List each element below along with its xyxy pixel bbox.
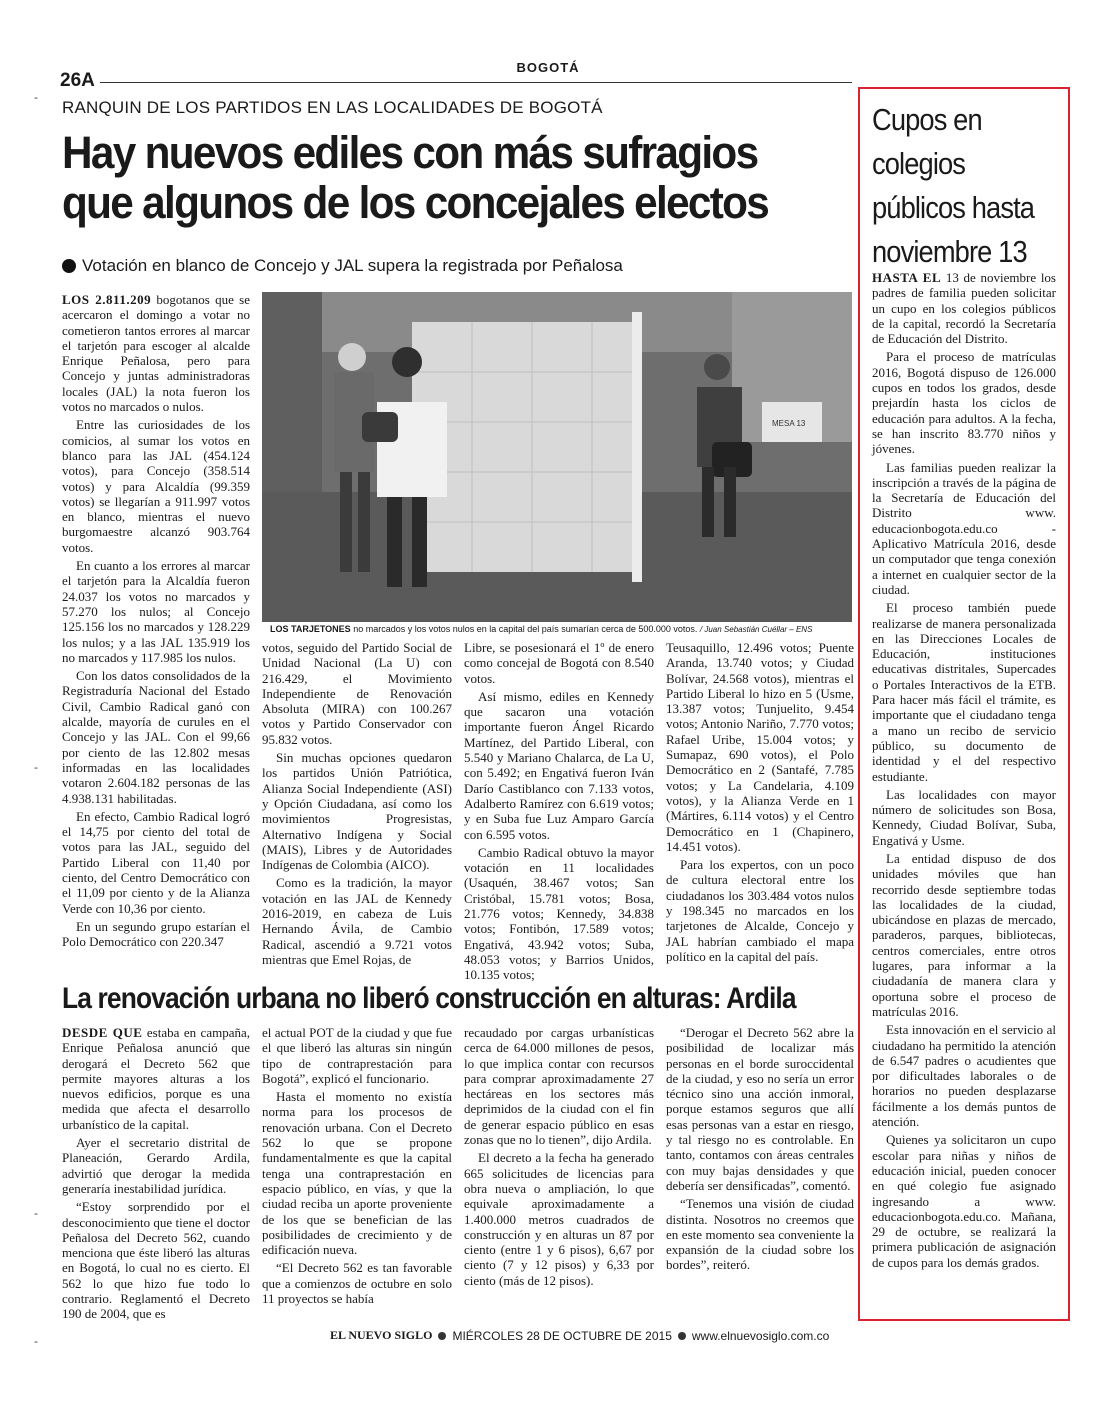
page-footer [330,1328,829,1343]
paragraph: El proceso también puede realizarse de manera personalizada en las Direcciones Locales de Educación, instituciones educativas distritales, Supercades o Portales Interactivos de la ETB. Para hacer más fácil el trámite, es importante que el ciudadano tenga a mano un recibo de servicio público, su documento de identidad y el del respectivo estudiante. [872,600,1056,784]
second-column-4 [666,1025,854,1276]
lead-in: LOS 2.811.209 [62,292,152,307]
header-rule [100,82,852,83]
margin-mark: - [34,760,38,774]
paragraph: Quienes ya solicitaron un cupo escolar para niñas y niños de educación inicial, pueden conocer en qué colegio fue asignado ingresando a www. educacionbogota.edu.co. Mañana, 29 de octubre, se realizará la primera publicación de asignación de cupos para los demás grados. [872,1132,1056,1270]
footer-url[interactable]: www.elnuevosiglo.com.co [691,1328,830,1343]
page-number: 26A [60,70,95,91]
paragraph: Ayer el secretario distrital de Planeación, Gerardo Ardila, advirtió que derogar la medida generaría inestabilidad jurídica. [62,1135,250,1196]
main-column-3 [464,640,654,986]
paragraph: Para los expertos, con un poco de cultura electoral entre los ciudadanos los 303.484 votos nulos y 198.345 no marcados en los tarjetones de Alcalde, Concejo y JAL habrían cambiado el mapa político en la capital del país. [666,857,854,964]
second-column-3 [464,1025,654,1291]
dot-icon [438,1332,446,1340]
paragraph: “Tenemos una visión de ciudad distinta. Nosotros no creemos que en este momento sea conveniente la expansión de la ciudad sobre los bordes”, reiteró. [666,1196,854,1273]
main-subhead [62,256,623,276]
paragraph: Las localidades con mayor número de solicitudes son Bosa, Kennedy, Ciudad Bolívar, Suba, Engativá y Usme. [872,786,1056,848]
sidebar-body [872,270,1056,1273]
paragraph: En efecto, Cambio Radical logró el 14,75 por ciento del total de votos para las JAL, seguido del Partido Liberal con 11,40 por ciento, del Centro Democrático con el 11,09 por ciento y de la Alianza Verde con 10,36 por ciento. [62,808,250,916]
paragraph: Para el proceso de matrículas 2016, Bogotá dispuso de 126.000 cupos en todos los grados, desde prejardín hasta los ciclos de educación para adultos. A la fecha, se han inscrito 83.770 niños y jóvenes. [872,349,1056,457]
bullet-icon [62,259,76,273]
main-headline: Hay nuevos ediles con más sufragios que algunos de los concejales electos [62,127,769,228]
paragraph: “Derogar el Decreto 562 abre la posibilidad de localizar más personas en el borde suroccidental de la ciudad, y eso no sería un error técnico sino una acción inmoral, porque estamos seguros que allí esas personas van a estar en riesgo, y tal riesgo no es controlable. En tanto, contamos con áreas centrales con muy bajas densidades y que debería ser densificadas”, comentó. [666,1025,854,1193]
paragraph: Con los datos consolidados de la Registraduría Nacional del Estado Civil, Cambio Radical ganó con alcalde, mayoría de curules en el Concejo y las JAL. Con el 99,66 por ciento de las 12.802 mesas informadas en las localidades votaron 2.604.182 personas de las 4.938.131 habilitadas. [62,668,250,806]
second-headline: La renovación urbana no liberó construcción en alturas: Ardila [62,982,796,1015]
voting-scene-photo [262,292,852,622]
paragraph: El decreto a la fecha ha generado 665 solicitudes de licencias para obra nueva o ampliación, lo que equivale aproximadamente a 1.400.000 metros cuadrados de construcción y en alturas un 87 por ciento (entre 1 y 6 pisos), 6,67 por ciento (7 y 12 pisos) y 6,33 por ciento (más de 12 pisos). [464,1150,654,1288]
subhead-text: Votación en blanco de Concejo y JAL supera la registrada por Peñalosa [82,256,623,275]
paragraph: Entre las curiosidades de los comicios, al sumar los votos en blanco para las JAL (454.124 votos), para Concejo (358.514 votos) y para Alcaldía (99.359 votos) se llegarían a 911.997 votos en blanco, mientras el nuevo burgomaestre alcanzó 903.764 votos. [62,417,250,555]
dot-icon [678,1332,686,1340]
article-kicker: RANQUIN DE LOS PARTIDOS EN LAS LOCALIDADES DE BOGOTÁ [62,98,603,117]
paragraph: En cuanto a los errores al marcar el tarjetón para la Alcaldía fueron 24.037 los votos no marcados y 57.270 los nulos; al Concejo 125.156 los no marcados y 128.229 los nulos; y a las JAL 135.919 los no marcados y 117.985 los nulos. [62,558,250,665]
news-photo [262,292,852,622]
main-column-2 [262,640,452,970]
footer-date: MIÉRCOLES 28 DE OCTUBRE DE 2015 [452,1328,672,1343]
paragraph: La entidad dispuso de dos unidades móviles que han recorrido desde septiembre todas las localidades de la ciudad, ubicándose en plazas de mercado, paraderos, parques, bibliotecas, centros comerciales, entre otros lugares, para informar a la ciudadanía de manera clara y oportuna sobre el proceso de matrículas 2016. [872,850,1056,1019]
paragraph: LOS 2.811.209 bogotanos que se acercaron el domingo a votar no cometieron tantos errores al marcar el tarjetón para escoger al alcalde Enrique Peñalosa, pero para Concejo y juntas administradoras locales (JAL) la nota fueron los votos no marcados o nulos. [62,292,251,415]
lead-in: DESDE QUE [62,1025,143,1040]
paragraph: HASTA EL 13 de noviembre los padres de familia pueden solicitar un cupo en los colegios públicos de la capital, recordó la Secretaría de Educación del Distrito. [872,270,1056,347]
photo-sign-text: MESA 13 [772,419,806,428]
second-column-1 [62,1025,250,1325]
paragraph: Las familias pueden realizar la inscripción a través de la página de la Secretaría de Educación del Distrito www. educacionbogota.edu.co - Aplicativo Matrícula 2016, desde un computador que tenga conexión a internet en cualquier sector de la ciudad. [872,459,1056,597]
paragraph: “Estoy sorprendido por el desconocimiento que tiene el doctor Peñalosa del Decreto 562, cuando menciona que éste liberó las alturas en Bogotá, lo cual no es cierto. El 562 lo que hizo fue todo lo contrario. Reglamentó el Decreto 190 de 2004, que es [62,1199,250,1322]
photo-caption: LOS TARJETONES no marcados y los votos nulos en la capital del país sumarían cerca de 500.000 votos. / Juan Sebastián Cuéllar – ENS [270,624,813,634]
paragraph: Teusaquillo, 12.496 votos; Puente Aranda, 13.740 votos; y Ciudad Bolívar, 24.568 votos), mientras el Partido Liberal lo hizo en 5 (Usme, 13.387 votos; Tunjuelito, 9.454 votos; Antonio Nariño, 7.770 votos; Rafael Uribe, 15.004 votos; y Sumapaz, 690 votos), el Polo Democrático en 2 (Santafé, 7.785 votos; y La Candelaria, 4.109 votos), y la Alianza Verde en 1 (Mártires, 6.114 votos) y el Centro Democrático en 1 (Chapinero, 14.451 votos). [666,640,854,854]
paragraph: Como es la tradición, la mayor votación en las JAL de Kennedy 2016-2019, en cabeza de Luis Hernando Ávila, de Cambio Radical, ascendió a 9.721 votos mientras que Emel Rojas, de [262,875,452,967]
paragraph: En un segundo grupo estarían el Polo Democrático con 220.347 [62,918,250,950]
paragraph: recaudado por cargas urbanísticas cerca de 64.000 millones de pesos, lo que implica contar con recursos para comprar aproximadamente 27 hectáreas en los sectores más deprimidos de la ciudad con el fin de generar espacio público en esas zonas que no lo tienen”, dijo Ardila. [464,1025,654,1148]
paragraph: Hasta el momento no existía norma para los procesos de renovación urbana. Con el Decreto 562 lo que se propone fundamentalmente es que la capital tenga una contraprestación en espacio público, en vías, y que la ciudad reciba un aporte proveniente de los que se benefician de las posibilidades de crecimiento y de edificación nueva. [262,1089,452,1258]
paragraph: Así mismo, ediles en Kennedy que sacaron una votación importante fueron Ángel Ricardo Martínez, del Partido Liberal, con 5.540 y Mariano Chalarca, de La U, con 5.492; en Engativá fueron Iván Darío Castiblanco con 7.133 votos, Adalberto Ramírez con 6.619 votos; y en Suba fue Luz Amparo García con 6.595 votos. [464,688,654,842]
second-column-2 [262,1025,452,1309]
newspaper-brand: EL NUEVO SIGLO [330,1328,433,1342]
margin-mark: - [34,90,38,104]
paragraph: DESDE QUE estaba en campaña, Enrique Peñalosa anunció que derogará el Decreto 562 que permite mayores alturas a los nuevos edificios, porque es una medida que afecta el desarrollo urbanístico de la capital. [62,1025,250,1132]
paragraph: Libre, se posesionará el 1º de enero como concejal de Bogotá con 8.540 votos. [464,640,654,686]
paragraph: el actual POT de la ciudad y que fue el que liberó las alturas sin ningún tipo de contraprestación para Bogotá”, explicó el funcionario. [262,1025,452,1086]
paragraph: Sin muchas opciones quedaron los partidos Unión Patriótica, Alianza Social Independiente (ASI) y Opción Ciudadana, así como los movimientos Progresistas, Alternativo Indígena y Social (MAIS), Libres y de Autoridades Indígenas de Colombia (AICO). [262,750,452,873]
margin-mark: - [34,1206,38,1220]
main-column-4 [666,640,854,967]
main-column-1 [62,292,250,952]
lead-in: HASTA EL [872,270,942,285]
sidebar-title: Cupos en colegios públicos hasta noviembre 13 [872,102,1035,269]
photo-credit: / Juan Sebastián Cuéllar – ENS [699,625,813,634]
paragraph: Cambio Radical obtuvo la mayor votación en 11 localidades (Usaquén, 38.467 votos; San Cristóbal, 15.781 votos; Bosa, 21.776 votos; Kennedy, 34.838 votos; Fontibón, 17.589 votos; Engativá, 43.942 votos; Suba, 48.053 votos; y Barrios Unidos, 10.135 votos; [464,844,654,983]
paragraph: “El Decreto 562 es tan favorable que a comienzos de octubre en solo 11 proyectos se había [262,1260,452,1307]
margin-mark: - [34,1334,38,1348]
paragraph: votos, seguido del Partido Social de Unidad Nacional (La U) con 216.429, el Movimiento Independiente de Renovación Absoluta (MIRA) con 100.267 votos y Partido Conservador con 95.832 votos. [262,640,452,747]
paragraph: Esta innovación en el servicio al ciudadano ha permitido la atención de 6.547 padres o acudientes que por dificultades laborales o de horarios no pueden desplazarse fácilmente a los demás puntos de atención. [872,1022,1056,1130]
section-label: BOGOTÁ [516,60,580,75]
